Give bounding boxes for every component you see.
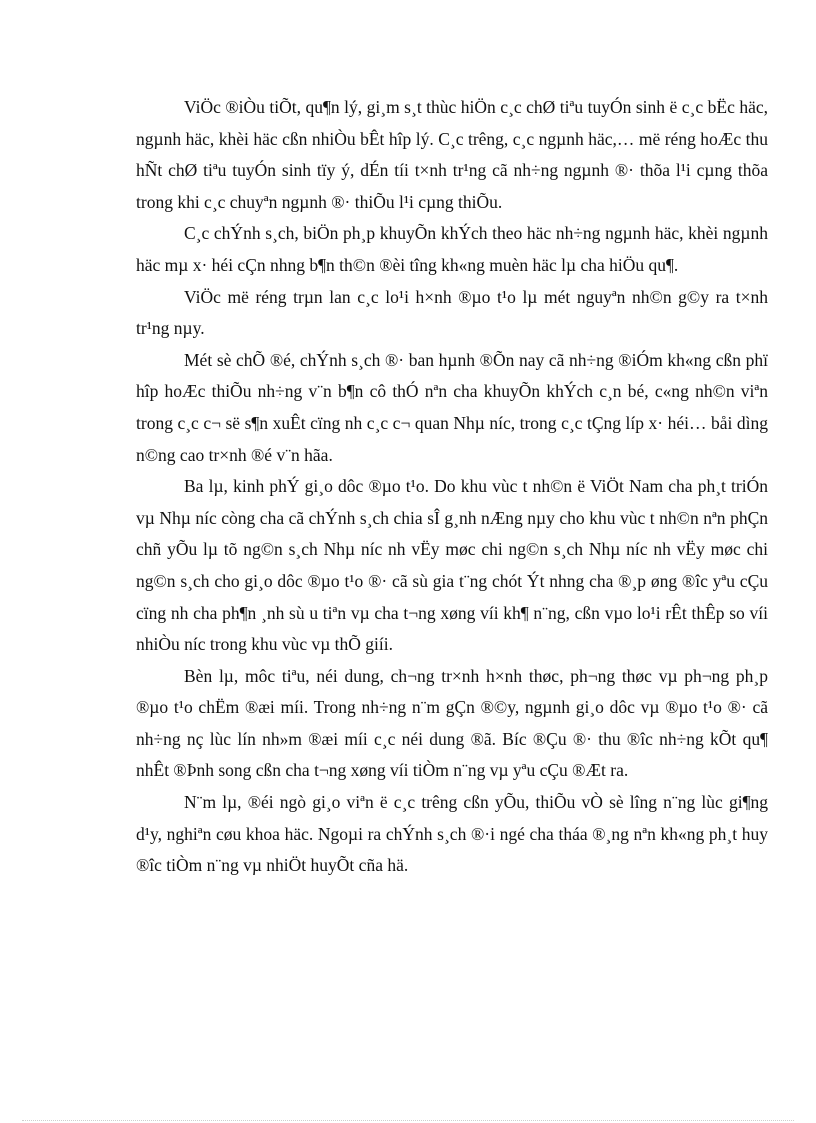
paragraph-6: Bèn lµ, môc tiªu, néi dung, ch¬ng tr×nh h×nh thøc, ph¬ng thøc vµ ph¬ng ph¸p ®µo t¹o chËm ®æi míi. Trong nh÷ng n¨m gÇn ®©y, ngµnh gi¸o dôc vµ ®µo t¹o ®· cã nh÷ng nç lùc lín nh»m ®æi míi c¸c néi dung ®ã. Bíc ®Çu ®· thu ®îc nh÷ng kÕt qu¶ nhÊt ®Þnh song cßn cha t¬ng xøng víi tiÒm n¨ng vµ yªu cÇu ®Æt ra. [136,665,768,781]
page-bottom-divider [22,1120,794,1121]
paragraph-5: Ba lµ, kinh phÝ gi¸o dôc ®µo t¹o. Do khu vùc t nh©n ë ViÖt Nam cha ph¸t triÓn vµ Nhµ níc còng cha cã chÝnh s¸ch chia sÎ g¸nh nÆng nµy cho khu vùc t nh©n nªn phÇn chñ yÕu lµ tõ ng©n s¸ch Nhµ níc nh vËy møc chi ng©n s¸ch Nhµ níc nh vËy møc chi ng©n s¸ch cho gi¸o dôc ®µo t¹o ®· cã sù gia t¨ng chót Ýt nhng cha ®¸p øng ®îc yªu cÇu cïng nh cha ph¶n ¸nh sù u tiªn vµ cha t¬ng xøng víi kh¶ n¨ng, cßn vµo lo¹i rÊt thÊp so víi nhiÒu níc trong khu vùc vµ thÕ giíi. [136,476,768,655]
paragraph-7: N¨m lµ, ®éi ngò gi¸o viªn ë c¸c trêng cßn yÕu, thiÕu vÒ sè lîng n¨ng lùc gi¶ng d¹y, nghiªn cøu khoa häc. Ngoµi ra chÝnh s¸ch ®·i ngé cha tháa ®¸ng nªn kh«ng ph¸t huy ®îc tiÒm n¨ng vµ nhiÖt huyÕt cña hä. [136,792,768,876]
paragraph-3: ViÖc më réng trµn lan c¸c lo¹i h×nh ®µo t¹o lµ mét nguyªn nh©n g©y ra t×nh tr¹ng nµy. [136,286,768,339]
paragraph-4: Mét sè chÕ ®é, chÝnh s¸ch ®· ban hµnh ®Õn nay cã nh÷ng ®iÓm kh«ng cßn phï hîp hoÆc thiÕu nh÷ng v¨n b¶n cô thÓ nªn cha khuyÕn khÝch c¸n bé, c«ng nh©n viªn trong c¸c c¬ së s¶n xuÊt cïng nh c¸c c¬ quan Nhµ níc, trong c¸c tÇng líp x· héi… båi dìng n©ng cao tr×nh ®é v¨n hãa. [136,349,768,465]
paragraph-2: C¸c chÝnh s¸ch, biÖn ph¸p khuyÕn khÝch theo häc nh÷ng ngµnh häc, khèi ngµnh häc mµ x· héi cÇn nhng b¶n th©n ®èi tîng kh«ng muèn häc lµ cha hiÖu qu¶. [136,223,768,275]
document-body [136,92,768,882]
paragraph-1: ViÖc ®iÒu tiÕt, qu¶n lý, gi¸m s¸t thùc hiÖn c¸c chØ tiªu tuyÓn sinh ë c¸c bËc häc, ngµnh häc, khèi häc cßn nhiÒu bÊt hîp lý. C¸c trêng, c¸c ngµnh häc,… më réng hoÆc thu hÑt chØ tiªu tuyÓn sinh tïy ý, dÉn tíi t×nh tr¹ng cã nh÷ng ngµnh ®· thõa l¹i cµng thõa trong khi c¸c chuyªn ngµnh ®· thiÕu l¹i cµng thiÕu. [136,97,768,212]
